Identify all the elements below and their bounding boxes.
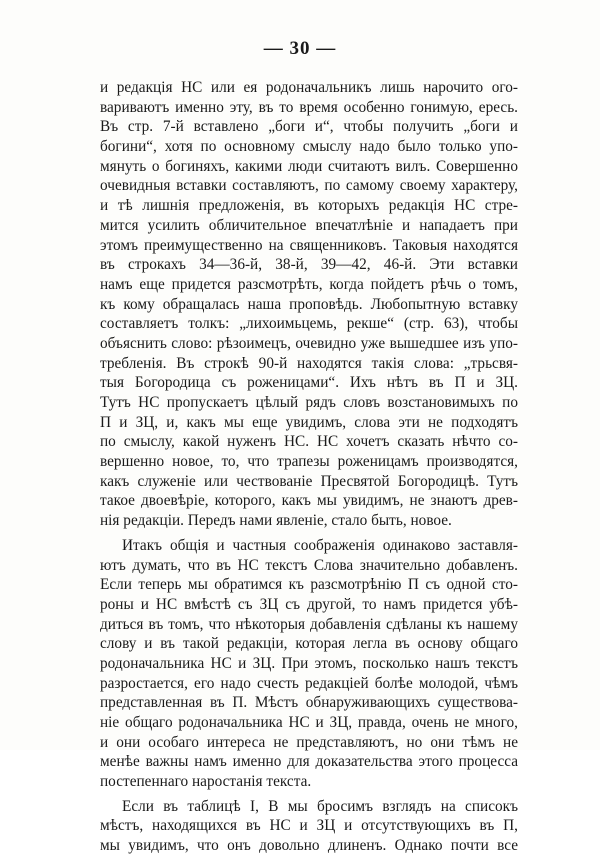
text-line: диться въ томъ, что нѣкоторыя добавленія сдѣланы къ нашему [100,615,518,633]
text-line: объяснить слово: рѣзоимецъ, очевидно уже вышедшее изъ упо- [100,334,518,352]
text-line: П и ЗЦ, и, какъ мы еще увидимъ, слова эти не подходятъ [100,413,518,431]
body-text [100,78,518,856]
text-line: разростается, его надо счесть редакціей болѣе молодой, чѣмъ [100,674,518,692]
text-line: вариваютъ именно эту, въ то время особенно гонимую, ересь. [100,98,518,116]
text-line: составляетъ толкъ: „лихоимьцемь, рекше“ (стр. 63), чтобы [100,315,518,333]
text-line: нія редакціи. Передъ нами явленіе, стало быть, новое. [100,512,452,530]
text-line: слову и въ такой редакціи, которая легла въ основу общаго [100,635,518,653]
text-line: Въ стр. 7-й вставлено „боги и“, чтобы получить „боги и [100,118,518,136]
text-line: этомъ преимущественно на священниковъ. Таковыя находятся [100,236,518,254]
text-line: родоначальника НС и ЗЦ. При этомъ, посколько нашъ текстъ [100,654,518,672]
text-line: мится усилить обличительное впечатлѣніе и нападаетъ при [100,216,518,234]
text-line: тыя Богородица съ роженицами“. Ихъ нѣтъ въ П и ЗЦ. [100,374,518,392]
text-line: роны и НС вмѣстѣ съ ЗЦ съ другой, то намъ придется убѣ- [100,595,518,613]
text-line: мы увидимъ, что онъ довольно длиненъ. Однако почти все [100,837,518,855]
text-line: и редакція НС или ея родоначальникъ лишь нарочито ого- [100,79,518,96]
text-line: и они особаго интереса не представляютъ, но они тѣмъ не [100,733,518,751]
text-line: Если теперь мы обратимся къ разсмотрѣнію П съ одной сто- [100,576,518,594]
text-line: и тѣ лишнія предложенія, въ которыхъ редакція НС стре- [100,197,518,215]
text-line: Если въ таблицѣ I, В мы бросимъ взглядъ на списокъ [122,797,518,815]
text-line: представленная въ П. Мѣстъ обнаруживающихъ существова- [100,694,518,712]
text-line: какъ служеніе или чествованіе Пресвятой Богородицѣ. Тутъ [100,472,518,490]
text-line: богини“, хотя по основному смыслу надо было только упо- [100,138,518,156]
text-line: постепеннаго наростанія текста. [100,773,312,791]
text-line: вершенно новое, то, что трапезы роженицамъ производятся, [100,453,518,471]
text-line: по смыслу, какой нуженъ НС. НС хочетъ сказать нѣчто со- [100,433,518,451]
text-line: ютъ думать, что въ НС текстъ Слова значительно добавленъ. [100,556,518,574]
text-line: намъ еще придется разсмотрѣть, когда пойдетъ рѣчь о томъ, [100,275,518,293]
page-number: — 30 — [263,38,337,59]
text-line: менѣе важны намъ именно для доказательства этого процесса [100,753,518,771]
text-line: такое двоевѣріе, которого, какъ мы увидимъ, не знаютъ древ- [100,492,518,510]
text-line: Тутъ НС пропускаетъ цѣлый рядъ словъ возстановимыхъ по [100,394,518,411]
text-line: ніе общаго родоначальника НС и ЗЦ, правда, очень не много, [100,714,518,731]
text-line: требленія. Въ строкѣ 90-й находятся такія слова: „трьсвя- [100,354,518,372]
text-line: мянуть о богиняхъ, какими люди считаютъ вилъ. Совершенно [100,157,518,175]
text-line: въ строкахъ 34—36-й, 38-й, 39—42, 46-й. Эти вставки [100,256,518,274]
text-line: къ кому обращалась наша проповѣдь. Любопытную вставку [100,295,518,313]
text-line: мѣстъ, находящихся въ НС и ЗЦ и отсутствующихъ въ П, [100,817,518,835]
text-line: очевидныя вставки составляютъ, по самому своему характеру, [100,177,518,195]
text-line: Итакъ общія и частныя соображенія одинаково заставля- [122,536,518,554]
